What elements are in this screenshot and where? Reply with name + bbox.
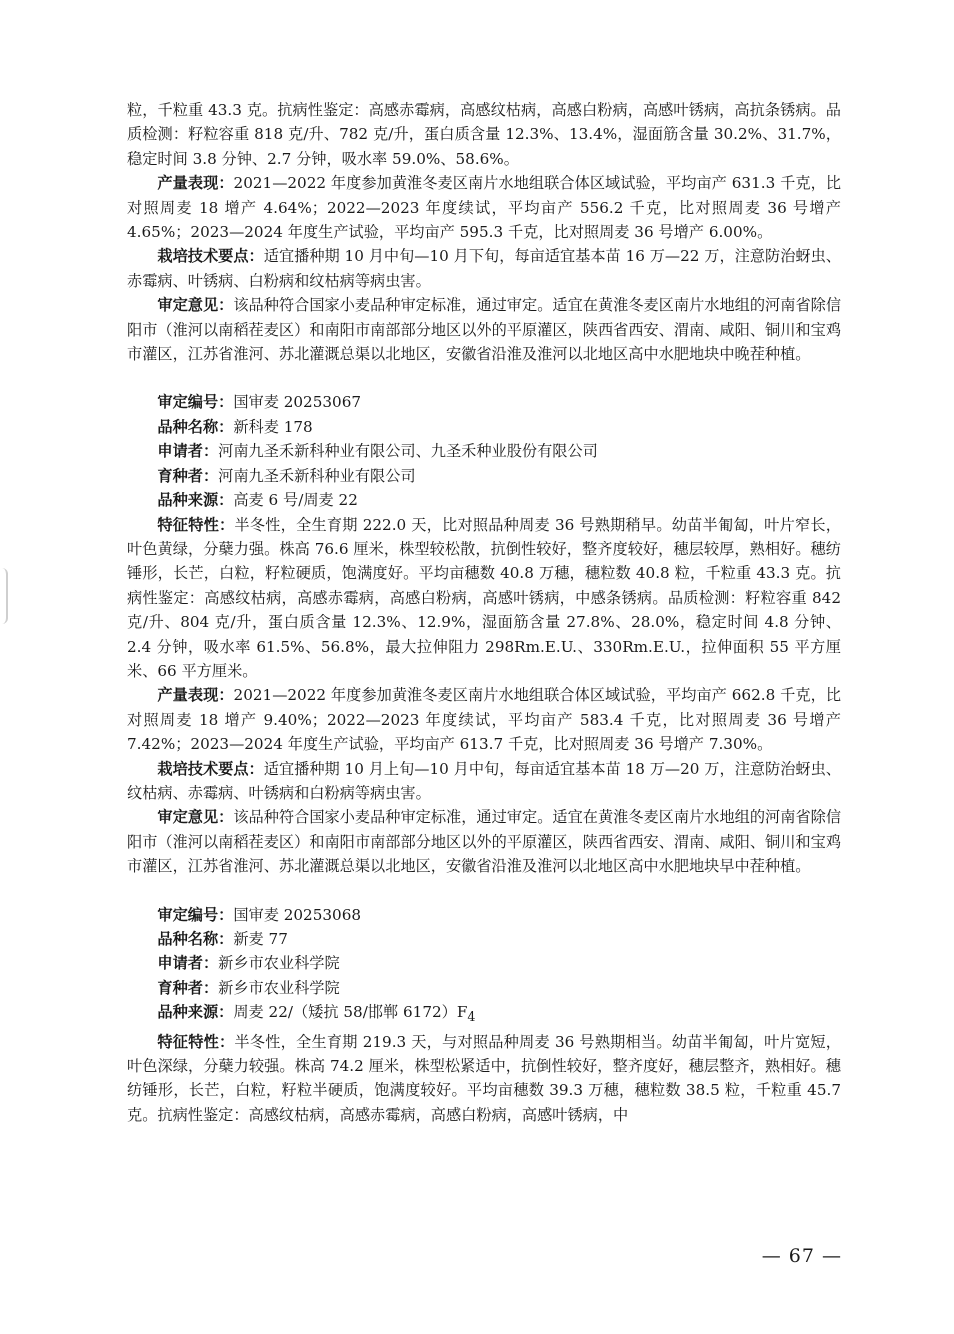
variety-entry-1 — [127, 390, 841, 878]
approval-number — [127, 903, 841, 927]
applicant-label: 申请者： — [157, 442, 219, 461]
page-number: — 67 — — [761, 1245, 842, 1267]
prev-opinion-paragraph — [127, 293, 841, 366]
cultivation-text: 适宜播种期 10 月中旬—10 月下旬，每亩适宜基本苗 16 万—22 万，注意防治蚜虫、赤霉病、叶锈病、白粉病和纹枯病等病虫害。 — [127, 247, 841, 290]
source-label: 品种来源： — [157, 1003, 234, 1022]
traits-label: 特征特性： — [157, 1032, 235, 1051]
applicant-value: 河南九圣禾新科种业有限公司、九圣禾种业股份有限公司 — [218, 442, 598, 461]
breeder-value: 新乡市农业科学院 — [218, 978, 340, 997]
variety-source — [127, 1000, 841, 1029]
traits-paragraph — [127, 1030, 841, 1128]
source-label: 品种来源： — [157, 491, 234, 510]
variety-name-value: 新科麦 178 — [233, 417, 313, 436]
traits-text: 半冬性，全生育期 219.3 天，与对照品种周麦 36 号熟期相当。幼苗半匍匐，叶片宽短，叶色深绿，分蘖力较强。株高 74.2 厘米，株型松紧适中，抗倒性较好，整齐度好，穗层整齐，熟相好。穗纺锤形，长芒，白粒，籽粒半硬质，饱满度较好。平均亩穗数 39.3 万穗，穗粒数 38.5 粒，千粒重 45.7 克。抗病性鉴定：高感纹枯病，高感赤霉病，高感白粉病，高感叶锈病，中 — [127, 1032, 841, 1124]
document-body — [127, 98, 841, 1127]
yield-label: 产量表现： — [157, 174, 234, 193]
source-value: 高麦 6 号/周麦 22 — [233, 491, 358, 510]
opinion-label: 审定意见： — [157, 808, 234, 827]
variety-name-label: 品种名称： — [157, 930, 234, 948]
variety-entry-2 — [127, 903, 841, 1128]
traits-label: 特征特性： — [157, 515, 235, 534]
cultivation-label: 栽培技术要点： — [157, 247, 264, 266]
approval-number-value: 国审麦 20253067 — [233, 393, 362, 412]
applicant — [127, 951, 841, 975]
applicant — [127, 439, 841, 463]
prev-entry-continuation: 粒，千粒重 43.3 克。抗病性鉴定：高感赤霉病，高感纹枯病，高感白粉病，高感叶锈病，高抗条锈病。品质检测：籽粒容重 818 克/升、782 克/升，蛋白质含量 12.3%、13.4%，湿面筋含量 30.2%、31.7%，稳定时间 3.8 分钟、2.7 分钟，吸水率 59.0%、58.6%。 — [127, 101, 841, 168]
opinion-paragraph — [127, 805, 841, 878]
variety-name-label: 品种名称： — [157, 417, 234, 436]
cultivation-label: 栽培技术要点： — [157, 759, 264, 778]
source-value: 周麦 22/（矮抗 58/邯郸 6172）F — [233, 1003, 468, 1022]
variety-name — [127, 415, 841, 439]
yield-text: 2021—2022 年度参加黄淮冬麦区南片水地组联合体区域试验，平均亩产 631.3 千克，比对照周麦 18 增产 4.64%；2022—2023 年度续试，平均亩产 556.2 千克，比对照周麦 36 号增产 4.65%；2023—2024 年度生产试验，平均亩产 595.3 千克，比对照周麦 36 号增产 6.00%。 — [127, 174, 842, 242]
cultivation-text: 适宜播种期 10 月上旬—10 月中旬，每亩适宜基本苗 18 万—20 万，注意防治蚜虫、纹枯病、赤霉病、叶锈病和白粉病等病虫害。 — [127, 759, 841, 802]
opinion-text: 该品种符合国家小麦品种审定标准，通过审定。适宜在黄淮冬麦区南片水地组的河南省除信阳市（淮河以南稻茬麦区）和南阳市南部部分地区以外的平原灌区，陕西省西安、渭南、咸阳、铜川和宝鸡市灌区，江苏省淮河、苏北灌溉总渠以北地区，安徽省沿淮及淮河以北地区高中水肥地块早中茬种植。 — [127, 808, 842, 876]
applicant-label: 申请者： — [157, 954, 219, 973]
breeder — [127, 976, 841, 1000]
approval-number-label: 审定编号： — [157, 905, 234, 924]
prev-cultivation-paragraph — [127, 244, 841, 293]
yield-label: 产量表现： — [157, 686, 234, 705]
breeder-label: 育种者： — [157, 978, 219, 997]
approval-number-value: 国审麦 20253068 — [233, 905, 362, 924]
yield-paragraph — [127, 683, 841, 756]
cultivation-paragraph — [127, 757, 841, 806]
prev-yield-paragraph — [127, 171, 841, 244]
opinion-text: 该品种符合国家小麦品种审定标准，通过审定。适宜在黄淮冬麦区南片水地组的河南省除信阳市（淮河以南稻茬麦区）和南阳市南部部分地区以外的平原灌区，陕西省西安、渭南、咸阳、铜川和宝鸡市灌区，江苏省淮河、苏北灌溉总渠以北地区，安徽省沿淮及淮河以北地区高中水肥地块中晚茬种植。 — [127, 296, 842, 364]
breeder-label: 育种者： — [157, 466, 219, 485]
opinion-label: 审定意见： — [157, 296, 234, 315]
yield-text: 2021—2022 年度参加黄淮冬麦区南片水地组联合体区域试验，平均亩产 662.8 千克，比对照周麦 18 增产 9.40%；2022—2023 年度续试，平均亩产 583.4 千克，比对照周麦 36 号增产 7.42%；2023—2024 年度生产试验，平均亩产 613.7 千克，比对照周麦 36 号增产 7.30%。 — [127, 686, 842, 754]
approval-number — [127, 390, 841, 414]
traits-text: 半冬性，全生育期 222.0 天，比对照品种周麦 36 号熟期稍早。幼苗半匍匐，叶片窄长，叶色黄绿，分蘖力强。株高 76.6 厘米，株型较松散，抗倒性较好，整齐度较好，穗层较厚，熟相好。穗纺锤形，长芒，白粒，籽粒硬质，饱满度好。平均亩穗数 40.8 万穗，穗粒数 40.8 粒，千粒重 43.3 克。抗病性鉴定：高感纹枯病，高感赤霉病，高感白粉病，高感叶锈病，中感条锈病。品质检测：籽粒容重 842 克/升、804 克/升，蛋白质含量 12.3%、12.9%，湿面筋含量 27.8%、28.0%，稳定时间 4.8 分钟、2.4 分钟，吸水率 61.5%、56.8%，最大拉伸阻力 298Rm.E.U.、330Rm.E.U.，拉伸面积 55 平方厘米、66 平方厘米。 — [127, 515, 841, 680]
breeder — [127, 464, 841, 488]
applicant-value: 新乡市农业科学院 — [218, 954, 340, 973]
variety-name — [127, 927, 841, 951]
traits-paragraph — [127, 513, 841, 684]
page-edge-mark — [0, 568, 8, 624]
variety-name-value: 新麦 77 — [233, 930, 288, 948]
variety-source — [127, 488, 841, 512]
source-subscript: 4 — [467, 1009, 476, 1025]
breeder-value: 河南九圣禾新科种业有限公司 — [218, 466, 416, 485]
approval-number-label: 审定编号： — [157, 393, 234, 412]
